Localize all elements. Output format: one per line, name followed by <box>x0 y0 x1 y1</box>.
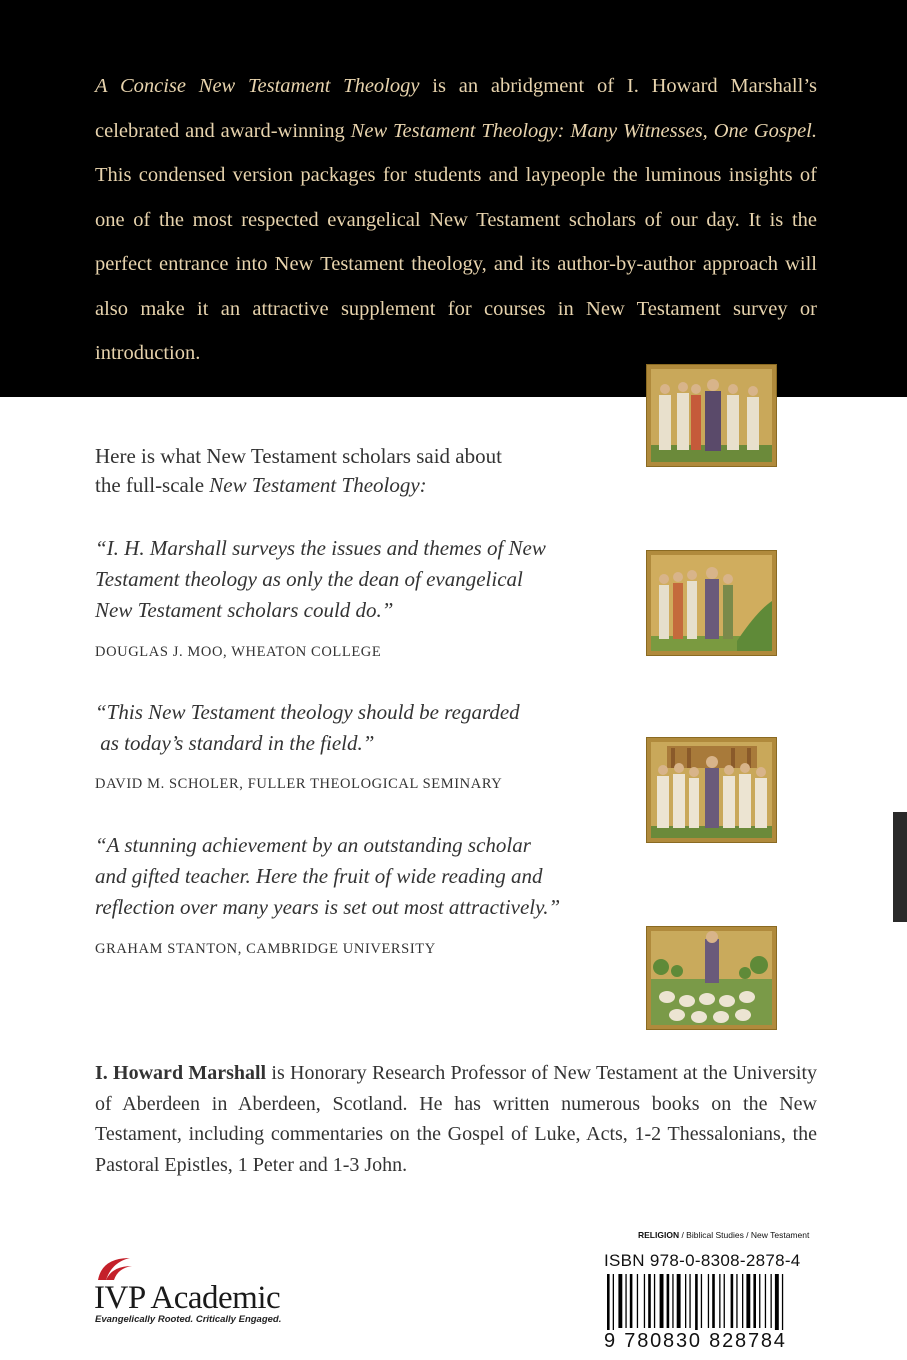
barcode-bar <box>731 1274 734 1328</box>
barcode-bar <box>630 1274 633 1328</box>
barcode-bar <box>708 1274 709 1328</box>
barcode-bar <box>660 1274 664 1328</box>
author-name: I. Howard Marshall <box>95 1062 267 1084</box>
mosaic-image-2 <box>646 550 777 656</box>
barcode-digits: 9 780830 828784 <box>604 1330 787 1352</box>
barcode-bar <box>746 1274 750 1328</box>
barcode-bar <box>742 1274 743 1328</box>
barcode-bar <box>695 1274 698 1336</box>
endorsement-quote-3: “A stunning achievement by an outstanding scholar and gifted teacher. Here the fruit of wide reading and reflection over many years is set out most attractively.” <box>95 833 561 919</box>
barcode-bar <box>701 1274 702 1328</box>
subject-category: RELIGION / Biblical Studies / New Testament <box>638 1230 810 1240</box>
endorsement-quote-1: “I. H. Marshall surveys the issues and themes of New Testament theology as only the dean of evangelical New Testament scholars could do.” <box>95 536 546 622</box>
full-book-title: New Testament Theology: Many Witnesses, One Gospel. <box>350 119 817 142</box>
isbn-number: ISBN 978-0-8308-2878-4 <box>604 1251 801 1270</box>
barcode-bar <box>644 1274 645 1328</box>
barcode-bar <box>759 1274 760 1328</box>
page-edge-mark <box>893 812 907 922</box>
author-bio: I. Howard Marshall is Honorary Research Professor of New Testament at the University of Aberdeen in Aberdeen, Scotland. He has written numerous books on the New Testament, including commentaries on the Gospel of Luke, Acts, 1-2 Thessalonians, the Pastoral Epistles, 1 Peter and 1-3 John. <box>95 1062 817 1176</box>
barcode-bar <box>782 1274 783 1336</box>
endorsement-attribution-2: DAVID M. SCHOLER, FULLER THEOLOGICAL SEMINARY <box>95 776 503 792</box>
mosaic-image-1 <box>646 364 777 467</box>
barcode-bar <box>667 1274 670 1328</box>
barcode-bar <box>719 1274 720 1328</box>
barcode-bar <box>771 1274 772 1328</box>
description-blurb: A Concise New Testament Theology is an abridgment of I. Howard Marshall’s celebrated and award-winning New Testament Theology: Many Witnesses, One Gospel. This condensed version packages for students and laypeople the luminous insights of one of the most respected evangelical New Testament scholars of our day. It is the perfect entrance into New Testament theology, and its author-by-author approach will also make it an attractive supplement for courses in New Testament survey or introduction. <box>95 75 817 364</box>
barcode-bar <box>672 1274 673 1328</box>
endorsements-intro: Here is what New Testament scholars said about the full-scale New Testament Theology: <box>95 444 502 497</box>
barcode-bar <box>625 1274 626 1328</box>
barcode-bar <box>724 1274 725 1328</box>
book-title: A Concise New Testament Theology <box>95 75 420 97</box>
barcode-bar <box>618 1274 622 1328</box>
barcode-bar <box>685 1274 686 1328</box>
publisher-name: IVP Academic <box>94 1280 281 1316</box>
barcode-bar <box>689 1274 690 1328</box>
barcode-bar <box>765 1274 766 1328</box>
barcode-bar <box>648 1274 651 1328</box>
endorsement-attribution-3: GRAHAM STANTON, CAMBRIDGE UNIVERSITY <box>95 941 436 957</box>
ivp-logo-icon <box>94 1254 136 1282</box>
endorsement-quote-2: “This New Testament theology should be regarded as today’s standard in the field.” <box>95 700 520 755</box>
barcode-bar <box>613 1274 614 1336</box>
barcode-bar <box>753 1274 756 1328</box>
barcode-bar <box>654 1274 655 1328</box>
barcode-bar <box>637 1274 638 1328</box>
publisher-tagline: Evangelically Rooted. Critically Engaged. <box>95 1314 282 1325</box>
barcode-bar <box>677 1274 681 1328</box>
barcode-bar <box>736 1274 737 1328</box>
barcode-bar <box>712 1274 715 1328</box>
barcode-bar <box>607 1274 610 1336</box>
mosaic-image-4 <box>646 926 777 1030</box>
barcode-bar <box>775 1274 779 1336</box>
endorsement-attribution-1: DOUGLAS J. MOO, WHEATON COLLEGE <box>95 644 382 660</box>
mosaic-image-3 <box>646 737 777 843</box>
